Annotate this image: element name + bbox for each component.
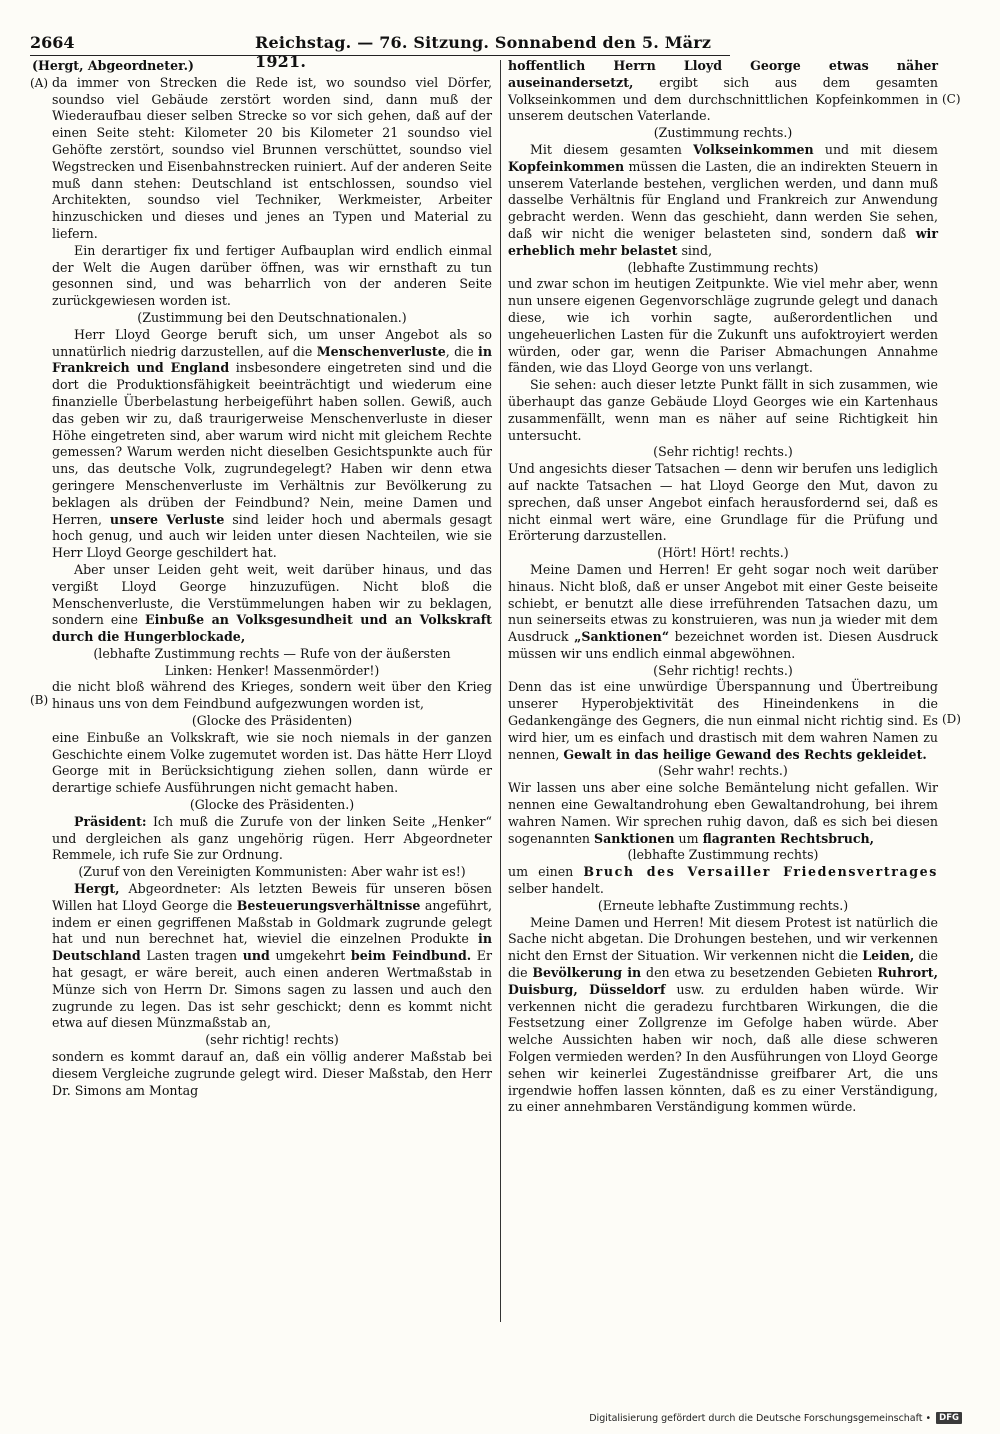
speaker-name: Hergt,	[74, 881, 120, 897]
footer-credit: Digitalisierung gefördert durch die Deutsche Forschungsgemeinschaft •	[589, 1412, 932, 1424]
margin-letter-c: (C)	[942, 92, 961, 106]
speaker-name: Präsident:	[74, 813, 147, 829]
interjection: (Zustimmung rechts.)	[653, 125, 793, 141]
margin-letter-b: (B)	[30, 693, 49, 707]
interjection: (Hört! Hört! rechts.)	[657, 545, 789, 561]
dfg-logo: DFG	[936, 1412, 962, 1424]
paragraph: die nicht bloß während des Krieges, sondern weit über den Krieg hinaus uns von dem Feindbund aufgezwungen worden ist,	[52, 679, 492, 712]
paragraph: Sie sehen: auch dieser letzte Punkt fällt in sich zusammen, wie überhaupt das ganze Gebäude Lloyd Georges wie ein Kartenhaus zusammenfällt, wenn man es näher auf seine Richtigkeit hin untersucht.	[508, 377, 938, 443]
paragraph: sondern es kommt darauf an, daß ein völlig anderer Maßstab bei diesem Vergleiche zugrunde gelegt wird. Dieser Maßstab, den Herr Dr. Simons am Montag	[52, 1049, 492, 1098]
interjection: (Sehr richtig! rechts.)	[653, 444, 793, 460]
paragraph: um einen Bruch des Versailler Friedensvertrages selber handelt.	[508, 864, 938, 897]
interjection: (Zuruf von den Vereinigten Kommunisten: Aber wahr ist es!)	[78, 864, 466, 880]
interjection: (Glocke des Präsidenten.)	[189, 797, 355, 813]
interjection: (sehr richtig! rechts)	[205, 1032, 339, 1048]
paragraph: hoffentlich Herrn Lloyd George etwas näher auseinandersetzt, ergibt sich aus dem gesamten Volkseinkommen und dem durchschnittlichen Kopfeinkommen in unserem deutschen Vaterlande.	[508, 58, 938, 124]
interjection: (lebhafte Zustimmung rechts — Rufe von der äußersten Linken: Henker! Massenmörder!)	[93, 645, 451, 678]
interjection: (lebhafte Zustimmung rechts)	[627, 847, 819, 863]
margin-letter-a: (A)	[30, 76, 49, 90]
interjection: (Zustimmung bei den Deutschnationalen.)	[137, 309, 407, 325]
left-column	[32, 58, 492, 1434]
paragraph: Aber unser Leiden geht weit, weit darüber hinaus, und das vergißt Lloyd George hinzuzufügen. Nicht bloß die Menschenverluste, die Verstümmelungen haben wir zu beklagen, sondern eine Einbuße an Volksgesundheit und an Volkskraft durch die Hungerblockade,	[52, 561, 492, 645]
paragraph: Herr Lloyd George beruft sich, um unser Angebot als so unnatürlich niedrig darzustellen, auf die Menschenverluste, die in Frankreich und England insbesondere eingetreten sind und die dort die Produktionsfähigkeit beeinträchtigt und wiederum eine finanzielle Überbelastung herbeigeführt haben sollen. Gewiß, auch das geben wir zu, daß traurigerweise Menschenverluste in dieser Höhe eingetreten sind, aber warum wird nicht mit gleichem Rechte gemessen? Warum werden nicht dieselben Gesichtspunkte auch für uns, das deutsche Volk, zugrundegelegt? Haben wir denn etwa geringere Menschenverluste im Verhältnis zur Bevölkerung zu beklagen als drüben der Feindbund? Nein, meine Damen und Herren, unsere Verluste sind leider hoch und abermals gesagt hoch genug, und auch wir leiden unter diesen Nachteilen, wie sie Herr Lloyd George geschildert hat.	[52, 326, 492, 561]
interjection: (lebhafte Zustimmung rechts)	[627, 259, 819, 275]
paragraph: Meine Damen und Herren! Mit diesem Protest ist natürlich die Sache nicht abgetan. Die Drohungen bestehen, und wir verkennen nicht den Ernst der Situation. Wir verkennen nicht die Leiden, die die Bevölkerung in den etwa zu besetzenden Gebieten Ruhrort, Duisburg, Düsseldorf usw. zu erdulden haben würde. Wir verkennen nicht die geradezu furchtbaren Wirkungen, die die Festsetzung einer Zollgrenze im Gefolge haben würde. Aber welche Aussichten haben wir noch, daß alle diese schweren Folgen vermieden werden? In den Ausführungen von Lloyd George sehen wir keinerlei Zugeständnisse greifbarer Art, die uns irgendwie hoffen lassen könnten, daß es zu einer Verständigung, zu einer annehmbaren Verständigung kommen würde.	[508, 914, 938, 1115]
paragraph: Mit diesem gesamten Volkseinkommen und mit diesem Kopfeinkommen müssen die Lasten, die an indirekten Steuern in unserem Vaterlande bestehen, verglichen werden, und dann muß dasselbe Verhältnis für England und Frankreich zur Anwendung gebracht werden. Wenn das geschieht, dann werden Sie sehen, daß wir nicht die weniger belasteten sind, sondern daß wir erheblich mehr belastet sind,	[508, 141, 938, 258]
paragraph: und zwar schon im heutigen Zeitpunkte. Wie viel mehr aber, wenn nun unsere eigenen Gegenvorschläge zugrunde gelegt und danach diese, wie ich vorhin sagte, außerordentlichen und ungeheuerlichen Lasten für die Zukunft uns aufoktroyiert werden würden, oder gar, wenn die Pariser Abmachungen Annahme fänden, wie das Lloyd George von uns verlangt.	[508, 276, 938, 376]
paragraph: Wir lassen uns aber eine solche Bemäntelung nicht gefallen. Wir nennen eine Gewaltandrohung eben Gewaltandrohung, bei ihrem wahren Namen. Wir sprechen ruhig davon, daß es sich bei diesen sogenannten Sanktionen um flagranten Rechtsbruch,	[508, 780, 938, 846]
header-rule	[30, 55, 730, 56]
paragraph: Meine Damen und Herren! Er geht sogar noch weit darüber hinaus. Nicht bloß, daß er unser Angebot mit einer Geste beiseite schiebt, er benutzt alle diese irreführenden Tatsachen dazu, um nun seinerseits etwas zu konstruieren, was nun ja wieder mit dem Ausdruck „Sanktionen“ bezeichnet worden ist. Diesen Ausdruck müssen wir uns endlich einmal abgewöhnen.	[508, 561, 938, 661]
running-title: Reichstag. — 76. Sitzung. Sonnabend den 5. März 1921.	[255, 33, 712, 71]
paragraph: da immer von Strecken die Rede ist, wo soundso viel Dörfer, soundso viel Gebäude zerstört worden sind, dann muß der Wiederaufbau dieser selben Strecke so vor sich gehen, daß auf der einen Seite steht: Kilometer 20 bis Kilometer 21 soundso viel Gehöfte zerstört, soundso viel Brunnen verschüttet, soundso viel Wegstrecken und Eisenbahnstrecken ruiniert. Auf der anderen Seite muß dann stehen: Deutschland ist entschlossen, soundso viel Architekten, soundso viel Techniker, Werkmeister, Arbeiter hinzuschicken und dieses und jenes an Typen und Material zu liefern.	[52, 74, 492, 241]
paragraph: Und angesichts dieser Tatsachen — denn wir berufen uns lediglich auf nackte Tatsachen — hat Lloyd George den Mut, davon zu sprechen, daß unser Angebot einfach herausfordernd sei, daß es nicht einmal wert wäre, eine Grundlage für die Prüfung und Erörterung darzustellen.	[508, 461, 938, 544]
president-statement: Präsident: Ich muß die Zurufe von der linken Seite „Henker“ und dergleichen als ganz ungehörig rügen. Herr Abgeordneter Remmele, ich rufe Sie zur Ordnung.	[52, 813, 492, 863]
paragraph: Denn das ist eine unwürdige Überspannung und Übertreibung unserer Hyperobjektivität des Hineindenkens in die Gedankengänge des Gegners, die nun einmal nicht richtig sind. Es wird hier, um es einfach und drastisch mit dem wahren Namen zu nennen, Gewalt in das heilige Gewand des Rechts gekleidet.	[508, 679, 938, 762]
margin-letter-d: (D)	[942, 712, 961, 726]
speaker-reference: (Hergt, Abgeordneter.)	[32, 58, 194, 73]
interjection: (Erneute lebhafte Zustimmung rechts.)	[597, 897, 849, 913]
digitization-footer	[589, 1412, 962, 1424]
paragraph: eine Einbuße an Volkskraft, wie sie noch niemals in der ganzen Geschichte einem Volke zugemutet worden ist. Das hätte Herr Lloyd George mit in Berücksichtigung ziehen sollen, dann würde er derartige schiefe Ausführungen nicht gemacht haben.	[52, 729, 492, 796]
speaker-statement: Hergt, Abgeordneter: Als letzten Beweis für unseren bösen Willen hat Lloyd George die Besteuerungsverhältnisse angeführt, indem er einen gegriffenen Maßstab in Goldmark zugrunde gelegt hat und nun berechnet hat, wieviel die einzelnen Produkte in Deutschland Lasten tragen und umgekehrt beim Feindbund. Er hat gesagt, er wäre bereit, auch einen anderen Wertmaßstab in Münze sich von Herrn Dr. Simons sagen zu lassen und auch den zugrunde zu legen. Das ist sehr geschickt; denn es kommt nicht etwa auf diesen Münzmaßstab an,	[52, 881, 492, 1031]
page-number: 2664	[30, 33, 75, 52]
column-divider	[500, 60, 501, 1322]
right-column	[508, 58, 938, 1434]
paragraph: Ein derartiger fix und fertiger Aufbauplan wird endlich einmal der Welt die Augen darüber öffnen, was wir ernsthaft zu tun gesonnen sind, und was beharrlich von der anderen Seite zurückgewiesen worden ist.	[52, 242, 492, 309]
interjection: (Sehr wahr! rechts.)	[658, 763, 788, 779]
interjection: (Glocke des Präsidenten)	[191, 713, 353, 729]
interjection: (Sehr richtig! rechts.)	[653, 662, 793, 678]
